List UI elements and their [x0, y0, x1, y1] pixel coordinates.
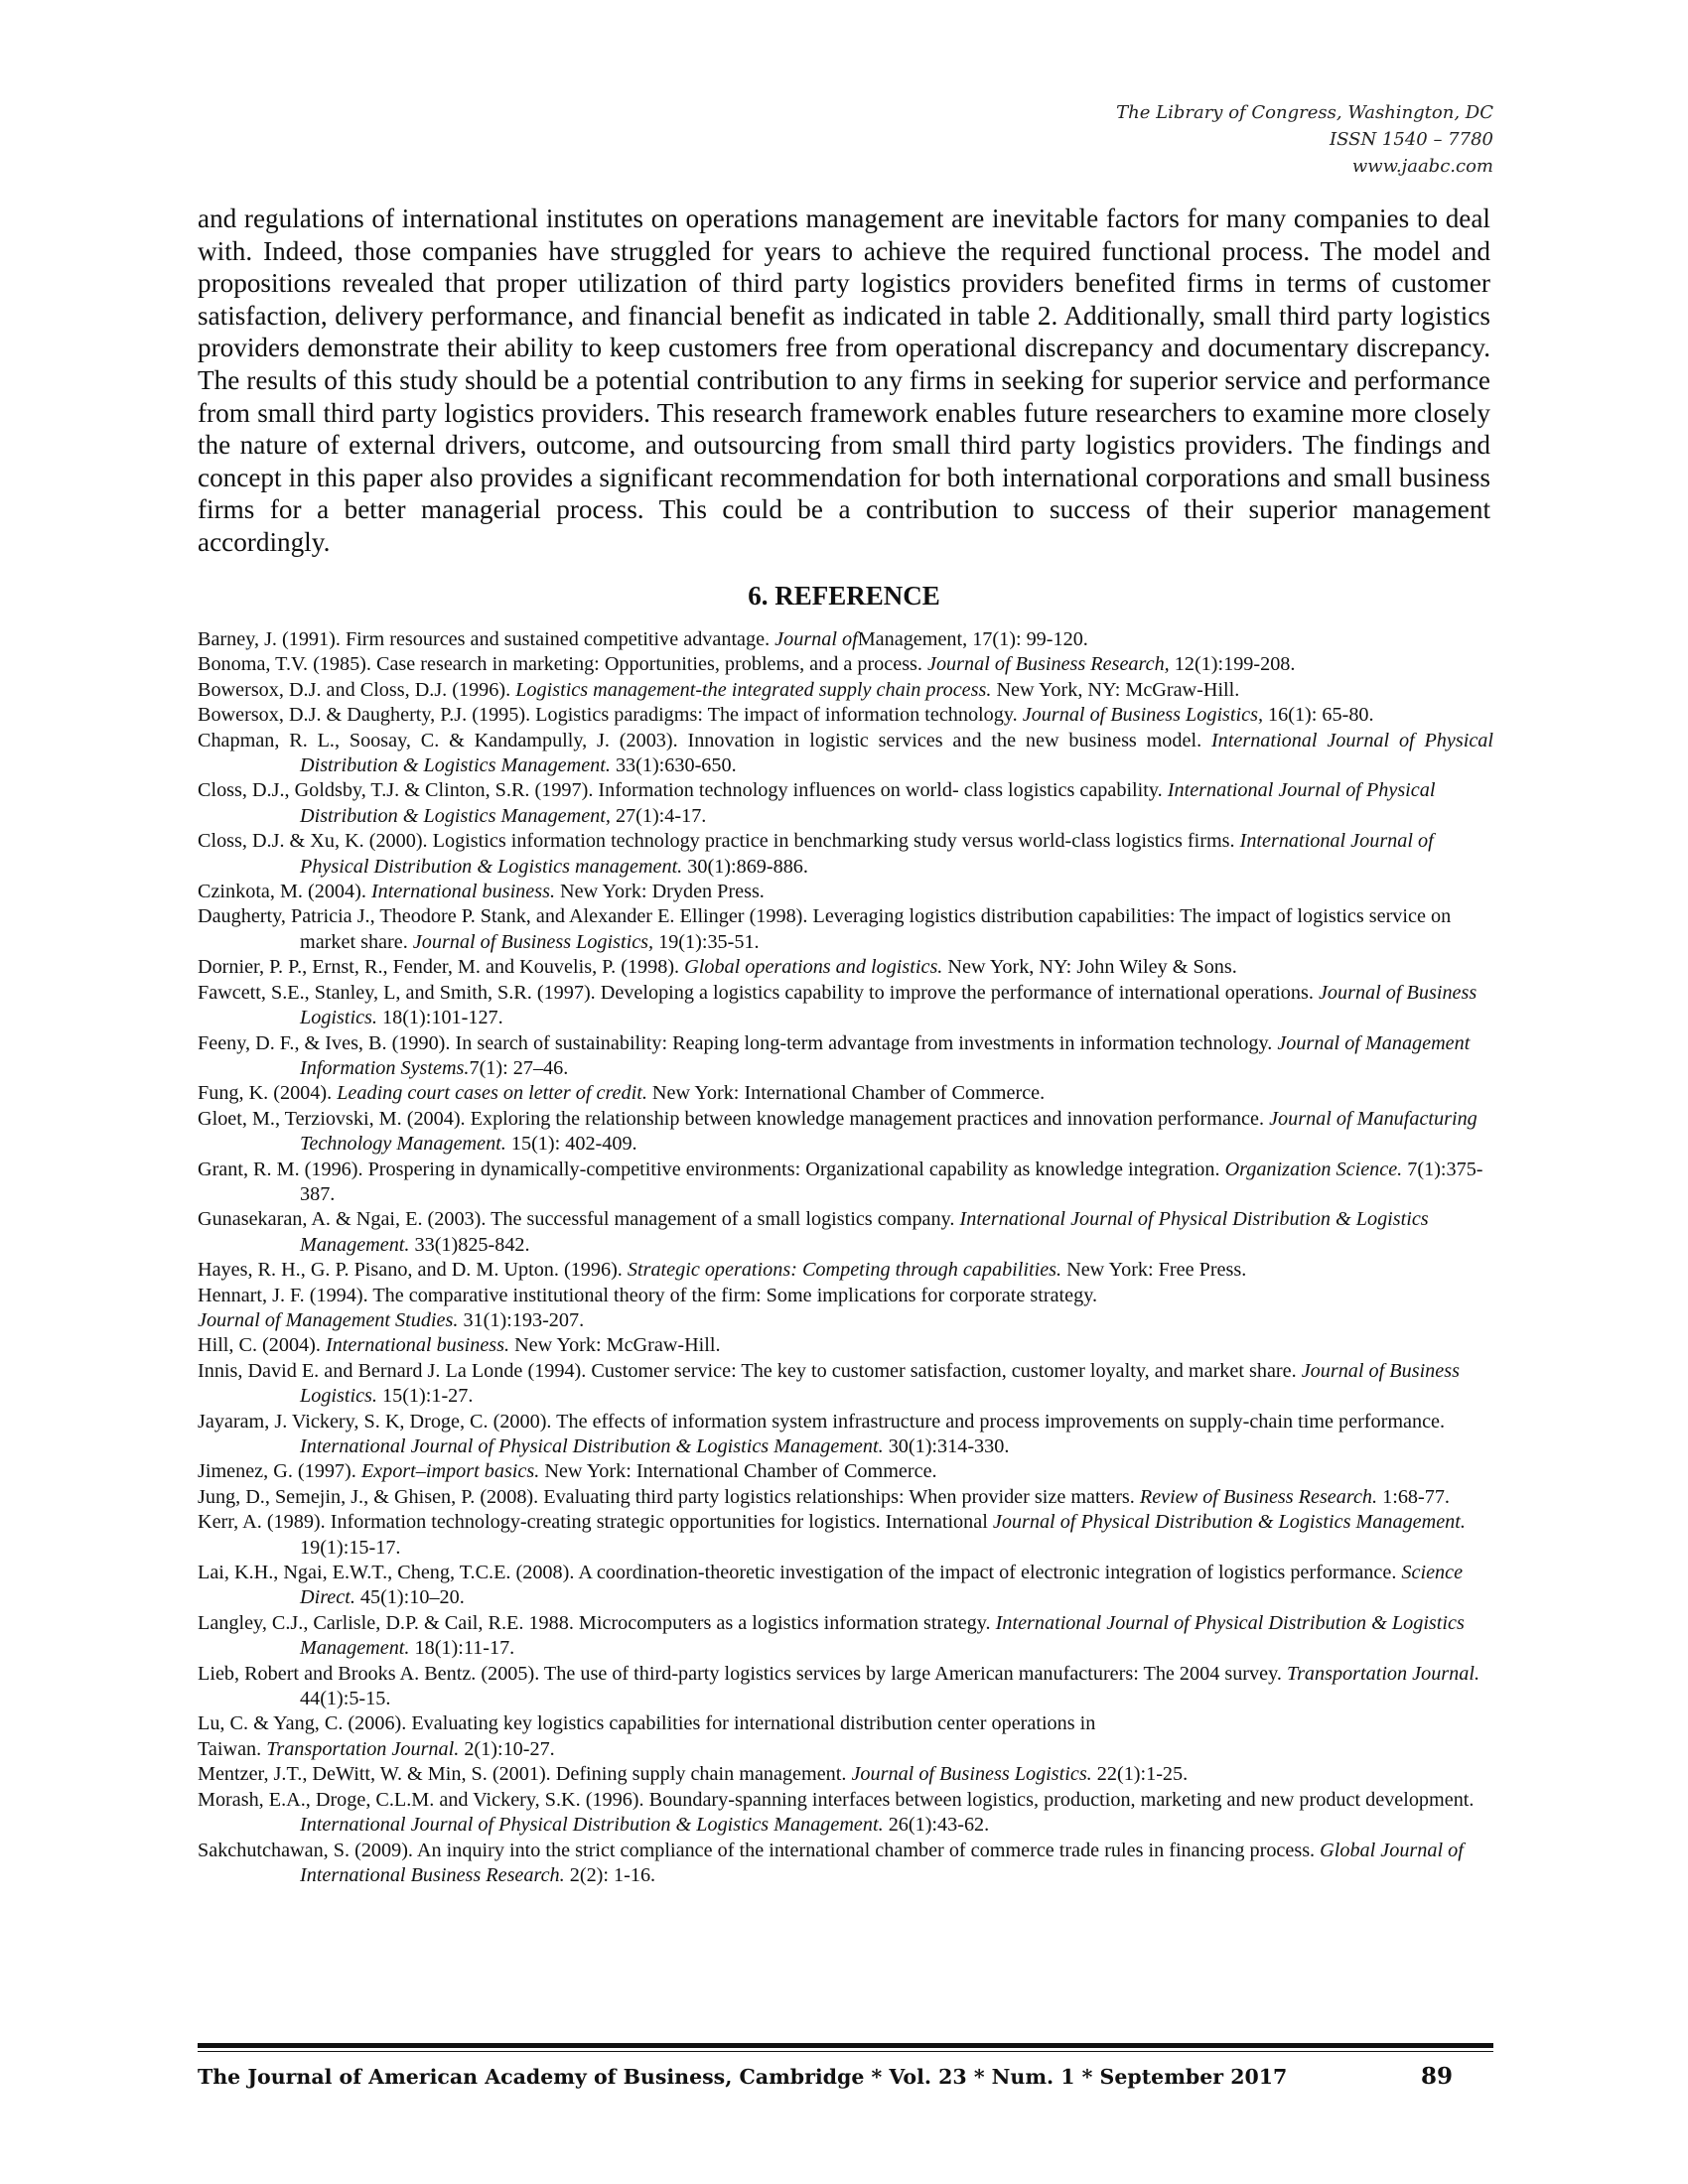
reference-text: New York, NY: John Wiley & Sons. — [942, 956, 1237, 979]
reference-source: Journal of Manufacturing Technology Management. — [300, 1107, 1477, 1156]
conclusion-paragraph: and regulations of international institutes on operations management are inevitable factors for many companies to deal with. Indeed, those companies have struggled for years to achieve the required functional process. The model and propositions revealed that proper utilization of third party logistics providers benefited firms in terms of customer satisfaction, delivery performance, and financial benefit as indicated in table 2. Additionally, small third party logistics providers demonstrate their ability to keep customers free from operational discrepancy and documentary discrepancy. The results of this study should be a potential contribution to any firms in seeking for superior service and performance from small third party logistics providers. This research framework enables future researchers to examine more closely the nature of external drivers, outcome, and outsourcing from small third party logistics providers. The findings and concept in this paper also provides a significant recommendation for both international corporations and small business firms for a better managerial process. This could be a contribution to success of their superior management accordingly. — [198, 204, 1490, 557]
reference-text: Daugherty, Patricia J., Theodore P. Stank, and Alexander E. Ellinger (1998). Leveraging logistics distribution capabilities: The impact of logistics service on market share. — [198, 905, 1452, 953]
reference-text: 22(1):1-25. — [1091, 1763, 1189, 1786]
reference-source: International Journal of Physical Distribution & Logistics Management. — [300, 1814, 884, 1837]
reference-entry — [198, 1611, 1493, 1662]
reference-entry — [198, 1561, 1493, 1611]
reference-entry — [198, 1762, 1493, 1787]
reference-text: Lieb, Robert and Brooks A. Bentz. (2005). The use of third-party logistics services by large American manufacturers: The 2004 survey. — [198, 1662, 1287, 1685]
reference-text: Bonoma, T.V. (1985). Case research in marketing: Opportunities, problems, and a process. — [198, 653, 927, 676]
reference-source: International Journal of Physical Distribution & Logistics Management. — [300, 729, 1493, 777]
reference-entry — [198, 1031, 1493, 1082]
reference-text: Sakchutchawan, S. (2009). An inquiry into the strict compliance of the international chamber of commerce trade rules in financing process. — [198, 1839, 1321, 1861]
reference-source: Global operations and logistics. — [684, 956, 943, 979]
reference-source: Review of Business Research. — [1139, 1485, 1378, 1508]
reference-entry — [198, 1359, 1493, 1410]
reference-entry — [198, 652, 1493, 677]
reference-entry — [198, 778, 1493, 829]
reference-source: Journal of Business Logistics. — [300, 981, 1477, 1029]
reference-text: 18(1):101-127. — [376, 1007, 503, 1029]
reference-text: Innis, David E. and Bernard J. La Londe (1994). Customer service: The key to customer satisfaction, customer loyalty, and market share. — [198, 1359, 1302, 1382]
reference-text: Dornier, P. P., Ernst, R., Fender, M. and Kouvelis, P. (1998). — [198, 956, 685, 979]
reference-text: New York: Dryden Press. — [555, 881, 765, 903]
reference-text: 12(1):199-208. — [1169, 653, 1296, 676]
reference-entry — [198, 703, 1493, 728]
reference-text: Bowersox, D.J. and Closs, D.J. (1996). — [198, 678, 516, 701]
reference-text: Bowersox, D.J. & Daugherty, P.J. (1995). Logistics paradigms: The impact of information technology. — [198, 704, 1023, 727]
reference-text: Jimenez, G. (1997). — [198, 1460, 361, 1483]
reference-entry — [198, 1662, 1493, 1712]
reference-source: Journal of Management Information Systems. — [300, 1031, 1471, 1079]
reference-entry — [198, 1459, 1493, 1484]
reference-text: Langley, C.J., Carlisle, D.P. & Cail, R.E. 1988. Microcomputers as a logistics information strategy. — [198, 1611, 996, 1634]
page-footer — [198, 2063, 1493, 2097]
reference-entry — [198, 1158, 1493, 1208]
reference-text: 15(1): 402-409. — [505, 1133, 637, 1156]
reference-text: Grant, R. M. (1996). Prospering in dynamically-competitive environments: Organizational capability as knowledge integration. — [198, 1158, 1225, 1180]
reference-text: 16(1): 65-80. — [1263, 704, 1374, 727]
reference-text: 2(2): 1-16. — [564, 1863, 656, 1886]
reference-source: Leading court cases on letter of credit. — [337, 1082, 647, 1105]
reference-text: Management, 17(1): 99-120. — [857, 628, 1088, 650]
reference-text: 27(1):4-17. — [610, 804, 707, 827]
reference-source: Science Direct. — [300, 1562, 1464, 1609]
reference-entry — [198, 1711, 1493, 1736]
reference-text: Hennart, J. F. (1994). The comparative institutional theory of the firm: Some implications for corporate strategy. — [198, 1284, 1098, 1306]
reference-text: Jayaram, J. Vickery, S. K, Droge, C. (2000). The effects of information system infrastructure and process improvements on supply-chain time performance. — [198, 1410, 1446, 1433]
reference-source: Journal of Business Research, — [927, 653, 1170, 676]
reference-source: Transportation Journal. — [1286, 1662, 1480, 1685]
page-header — [1116, 99, 1493, 180]
reference-text: Taiwan. — [198, 1737, 267, 1760]
reference-text: 19(1):15-17. — [300, 1536, 401, 1559]
reference-text: New York: Free Press. — [1061, 1259, 1247, 1282]
reference-list — [198, 627, 1493, 1888]
reference-text: Closs, D.J. & Xu, K. (2000). Logistics information technology practice in benchmarking study versus world-class logistics firms. — [198, 830, 1240, 853]
header-library-line: The Library of Congress, Washington, DC — [1116, 102, 1493, 123]
reference-entry — [198, 880, 1493, 904]
reference-text: 31(1):193-207. — [458, 1308, 585, 1331]
reference-text: 30(1):314-330. — [883, 1435, 1010, 1457]
reference-source: International Journal of Physical Distribution & Logistics management. — [300, 830, 1434, 878]
reference-entry — [198, 1284, 1493, 1308]
reference-source: Journal of Physical Distribution & Logistics Management. — [992, 1511, 1466, 1534]
reference-entry — [198, 678, 1493, 703]
reference-text: 30(1):869-886. — [682, 855, 808, 878]
reference-text: Lu, C. & Yang, C. (2006). Evaluating key logistics capabilities for international distribution center operations in — [198, 1712, 1096, 1735]
reference-source: International Journal of Physical Distribution & Logistics Management. — [300, 1611, 1465, 1660]
reference-entry — [198, 627, 1493, 652]
reference-text: 7(1): 27–46. — [469, 1056, 569, 1079]
footer-rule-thick — [198, 2043, 1493, 2048]
reference-text: Fung, K. (2004). — [198, 1082, 338, 1105]
reference-text: New York: International Chamber of Commerce. — [539, 1460, 937, 1483]
reference-entry — [198, 729, 1493, 779]
reference-entry — [198, 1308, 1493, 1333]
reference-entry — [198, 1510, 1493, 1561]
reference-source: International Journal of Physical Distribution & Logistics Management. — [300, 1208, 1429, 1256]
reference-text: 1:68-77. — [1377, 1485, 1450, 1508]
reference-entry — [198, 981, 1493, 1031]
reference-heading: 6. REFERENCE — [748, 581, 940, 611]
reference-text: 7(1):375-387. — [300, 1158, 1483, 1205]
reference-text: New York: McGraw-Hill. — [509, 1334, 721, 1357]
reference-entry — [198, 955, 1493, 980]
reference-text: Lai, K.H., Ngai, E.W.T., Cheng, T.C.E. (2008). A coordination-theoretic investigation of the impact of electronic integration of logistics performance. — [198, 1562, 1402, 1584]
reference-entry — [198, 1485, 1493, 1510]
reference-source: International business. — [325, 1334, 510, 1357]
reference-text: 45(1):10–20. — [354, 1586, 465, 1609]
reference-source: Journal of Business Logistics. — [851, 1763, 1092, 1786]
reference-text: Kerr, A. (1989). Information technology-creating strategic opportunities for logistics. International — [198, 1511, 993, 1534]
reference-source: Export–import basics. — [360, 1460, 540, 1483]
reference-text: Feeny, D. F., & Ives, B. (1990). In search of sustainability: Reaping long-term advantage from investments in information technology. — [198, 1031, 1278, 1054]
reference-source: International business. — [370, 881, 555, 903]
reference-text: New York: International Chamber of Commerce. — [646, 1082, 1046, 1105]
reference-text: Gloet, M., Terziovski, M. (2004). Exploring the relationship between knowledge management practices and innovation performance. — [198, 1107, 1270, 1130]
reference-source: Journal of Business Logistics, — [412, 930, 654, 953]
reference-source: International Journal of Physical Distribution & Logistics Management, — [300, 779, 1436, 827]
reference-text: Jung, D., Semejin, J., & Ghisen, P. (2008). Evaluating third party logistics relationships: When provider size matters. — [198, 1485, 1140, 1508]
reference-text: 15(1):1-27. — [376, 1385, 474, 1408]
footer-journal-info: The Journal of American Academy of Business, Cambridge * Vol. 23 * Num. 1 * September 2017 — [198, 2065, 1288, 2089]
reference-entry — [198, 1081, 1493, 1106]
reference-text: 33(1):630-650. — [610, 754, 737, 777]
page-number: 89 — [1421, 2063, 1454, 2090]
reference-text: 33(1)825-842. — [409, 1233, 530, 1256]
reference-source: Organization Science. — [1224, 1158, 1403, 1180]
reference-text: Morash, E.A., Droge, C.L.M. and Vickery, S.K. (1996). Boundary-spanning interfaces between logistics, production, marketing and new product development. — [198, 1788, 1475, 1811]
reference-text: 19(1):35-51. — [653, 930, 760, 953]
reference-text: Chapman, R. L., Soosay, C. & Kandampully, J. (2003). Innovation in logistic services and the new business model. — [198, 729, 1211, 751]
reference-text: 18(1):11-17. — [409, 1637, 515, 1660]
reference-source: Global Journal of International Business Research. — [300, 1839, 1464, 1886]
reference-text: Czinkota, M. (2004). — [198, 881, 371, 903]
reference-source: Logistics management-the integrated supply chain process. — [515, 678, 992, 701]
reference-entry — [198, 1207, 1493, 1258]
reference-entry — [198, 1737, 1493, 1762]
reference-text: Gunasekaran, A. & Ngai, E. (2003). The successful management of a small logistics company. — [198, 1208, 960, 1231]
reference-entry — [198, 1258, 1493, 1283]
reference-text: Barney, J. (1991). Firm resources and sustained competitive advantage. — [198, 628, 775, 650]
reference-text: 44(1):5-15. — [300, 1688, 391, 1710]
reference-text: Fawcett, S.E., Stanley, L, and Smith, S.R. (1997). Developing a logistics capability to improve the performance of international operations. — [198, 981, 1319, 1004]
reference-text: 2(1):10-27. — [459, 1737, 555, 1760]
reference-entry — [198, 904, 1493, 955]
reference-source: Strategic operations: Competing through capabilities. — [627, 1259, 1062, 1282]
reference-text: New York, NY: McGraw-Hill. — [991, 678, 1240, 701]
header-website-link[interactable]: www.jaabc.com — [1351, 156, 1493, 177]
reference-source: Journal of Business Logistics. — [300, 1359, 1460, 1408]
footer-rule-thin — [198, 2051, 1493, 2052]
reference-entry — [198, 1410, 1493, 1460]
reference-source: International Journal of Physical Distribution & Logistics Management. — [300, 1435, 884, 1457]
reference-entry — [198, 1788, 1493, 1839]
reference-source: Transportation Journal. — [266, 1737, 460, 1760]
reference-entry — [198, 1839, 1493, 1889]
header-issn-line: ISSN 1540 – 7780 — [1330, 129, 1493, 150]
reference-text: Hayes, R. H., G. P. Pisano, and D. M. Upton. (1996). — [198, 1259, 628, 1282]
reference-entry — [198, 1107, 1493, 1158]
reference-entry — [198, 829, 1493, 880]
reference-source: Journal of Management Studies. — [198, 1308, 459, 1331]
reference-source: Journal of — [774, 628, 858, 650]
reference-text: Closs, D.J., Goldsby, T.J. & Clinton, S.R. (1997). Information technology influences on world- class logistics capability. — [198, 779, 1168, 802]
reference-source: Journal of Business Logistics, — [1022, 704, 1263, 727]
reference-text: Mentzer, J.T., DeWitt, W. & Min, S. (2001). Defining supply chain management. — [198, 1763, 852, 1786]
reference-entry — [198, 1333, 1493, 1358]
reference-text: 26(1):43-62. — [883, 1814, 990, 1837]
reference-text: Hill, C. (2004). — [198, 1334, 326, 1357]
